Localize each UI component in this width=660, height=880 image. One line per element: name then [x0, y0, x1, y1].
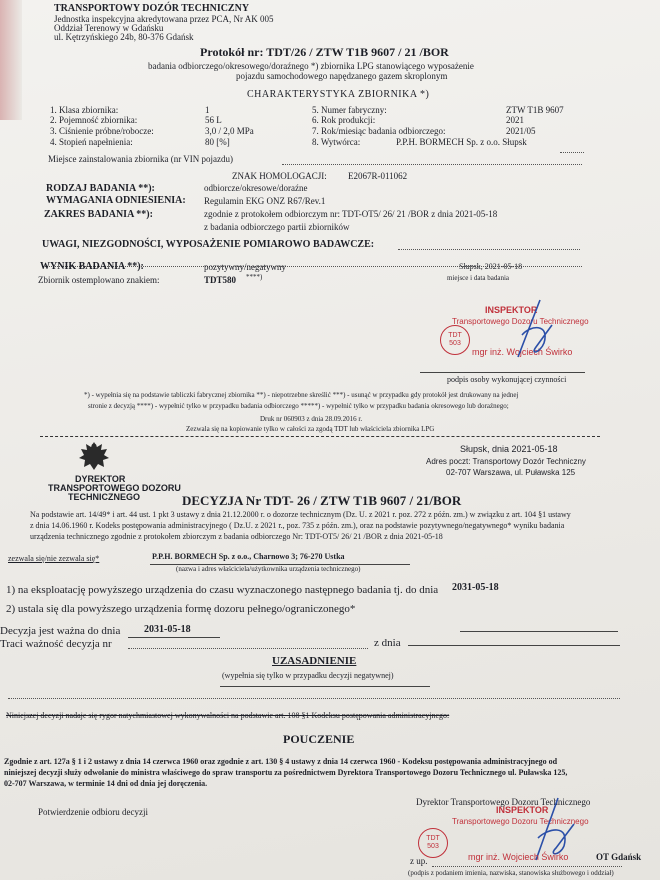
char-value: 2021: [506, 115, 524, 125]
justification-line: [220, 686, 430, 687]
valid-label: Decyzja jest ważna do dnia: [0, 625, 121, 637]
inspector-org: Transportowego Dozoru Technicznego: [452, 317, 589, 326]
inspector2-office: OT Gdańsk: [596, 852, 642, 862]
valid-line: [128, 637, 220, 638]
char-label: 3. Ciśnienie próbne/robocze:: [50, 126, 154, 136]
stamp-value: TDT580: [204, 275, 237, 285]
decision-p2: z dnia 14.06.1960 r. Kodeks postępowania administracyjnego ( Dz.U. z 2021 r., poz. 735 z późn. zm.), oraz na podstawie pozytywnego/negatywnego* wyniku badania: [30, 521, 565, 530]
dotted-line: [560, 152, 584, 153]
char-value: 1: [205, 105, 210, 115]
enforce-clause: Niniejszej decyzji nadaje się rygor natychmiastowej wykonywalności na podstawie art. 108 §1 Kodeksu postępowania administracyjnego:: [6, 711, 450, 720]
address-line1: Adres poczt: Transportowy Dozór Techniczny: [426, 457, 586, 466]
inspector2-caption: (podpis z podaniem imienia, nazwiska, stanowiska służbowego i oddział): [408, 869, 614, 877]
decision-item1: 1) na eksploatację powyższego urządzenia do czasu wyznaczonego następnego badania tj. do dnia: [6, 584, 439, 596]
address-line2: 02-707 Warszawa, ul. Puławska 125: [446, 468, 576, 477]
char-value: 2021/05: [506, 126, 536, 136]
lapse-label: Traci ważność decyzja nr: [0, 638, 112, 650]
justification-caption: (wypełnia się tylko w przypadku decyzji negatywnej): [222, 671, 394, 680]
stamp-label: Zbiornik ostemplowano znakiem:: [38, 275, 160, 285]
decision-company: P.P.H. BORMECH Sp. z o.o., Charnowo 3; 76-270 Ustka: [152, 552, 345, 561]
header-line2: Oddział Terenowy w Gdańsku: [54, 23, 164, 33]
char-label: 7. Rok/miesiąc badania odbiorczego:: [312, 126, 446, 136]
justification-dotted: [8, 698, 620, 699]
tear-line: [40, 436, 600, 437]
characteristics-title: CHARAKTERYSTYKA ZBIORNIKA *): [247, 89, 430, 100]
seal-top: TDT: [448, 332, 462, 339]
lapse-line: [128, 648, 368, 649]
inspector2-title: INSPEKTOR: [496, 805, 549, 815]
footnote-line1: *) - wypełnia się na podstawie tabliczki fabrycznej zbiornika **) - niepotrzebne skreślić ***) - usunąć w przypadku gdy protokół jest drukowany na jednej: [84, 391, 519, 399]
company-caption: (nazwa i adres właściciela/użytkownika urządzenia technicznego): [176, 565, 361, 573]
result-label: WYNIK BADANIA **):: [40, 261, 144, 272]
seal-number: 503: [449, 339, 461, 347]
remarks-label: UWAGI, NIEZGODNOŚCI, WYPOSAŻENIE POMIAROWO BADAWCZE:: [42, 239, 375, 250]
place-date: Słupsk, 2021-05-18: [459, 262, 523, 271]
instruction-title: POUCZENIE: [283, 732, 355, 746]
char-value: 80 [%]: [205, 137, 230, 147]
test-type-value: odbiorcze/okresowe/doraźne: [204, 183, 308, 193]
decision-date: Słupsk, dnia 2021-05-18: [460, 444, 558, 454]
homologation-value: E2067R-011062: [348, 171, 408, 181]
char-label: 4. Stopień napełnienia:: [50, 137, 133, 147]
instruction-p1: Zgodnie z art. 127a § 1 i 2 ustawy z dnia 14 czerwca 1960 oraz zgodnie z art. 130 § 4 ustawy z dnia 14 czerwca 1960 - Kodeksu postępowania administracyjnego od: [4, 757, 558, 766]
receipt-label: Potwierdzenie odbioru decyzji: [38, 807, 148, 817]
footnote-copy: Zezwala się na kopiowanie tylko w całości za zgodą TDT lub właściciela zbiornika LPG: [186, 425, 435, 433]
signature-scribble: [500, 295, 560, 370]
inspector2-org: Transportowego Dozoru Technicznego: [452, 817, 589, 826]
director-line1: DYREKTOR: [75, 474, 126, 484]
homologation-label: ZNAK HOMOLOGACJI:: [232, 171, 327, 181]
test-type-label: RODZAJ BADANIA **):: [46, 183, 155, 194]
char-label: 5. Numer fabryczny:: [312, 105, 387, 115]
signature-caption: podpis osoby wykonującej czynności: [447, 375, 567, 384]
remarks-line: [398, 249, 580, 250]
lapse-mid: z dnia: [374, 637, 401, 649]
signature-line: [420, 372, 585, 373]
eagle-emblem-icon: [76, 438, 112, 474]
inspector-title: INSPEKTOR: [485, 305, 538, 315]
result-value: pozytywny/negatywny: [204, 262, 286, 272]
seal-number: 503: [427, 842, 439, 850]
valid-line-right: [460, 631, 618, 632]
header-line3: ul. Kętrzyńskiego 24b, 80-376 Gdańsk: [54, 32, 194, 42]
char-value: P.P.H. BORMECH Sp. z o.o. Słupsk: [396, 137, 527, 147]
char-value: ZTW T1B 9607: [506, 105, 564, 115]
header-line1: Jednostka inspekcyjna akredytowana przez PCA, Nr AK 005: [54, 14, 274, 24]
seal-top: TDT: [426, 835, 440, 842]
location-label: Miejsce zainstalowania zbiornika (nr VIN pojazdu): [48, 154, 234, 164]
instruction-p3: 02-707 Warszawa, w terminie 14 dni od dnia jej doręczenia.: [4, 779, 208, 788]
inspector-name: mgr inż. Wojciech Świrko: [472, 347, 573, 357]
place-date-caption: miejsce i data badania: [447, 274, 509, 282]
char-label: 8. Wytwórca:: [312, 137, 361, 147]
char-label: 2. Pojemność zbiornika:: [50, 115, 138, 125]
director-line3: TECHNICZNEGO: [68, 492, 140, 502]
decision-item2: 2) ustala się dla powyższego urządzenia formę dozoru pełnego/ograniczonego*: [6, 603, 356, 615]
inspector2-name: mgr inż. Wojciech Świrko: [468, 852, 569, 862]
char-value: 56 L: [205, 115, 222, 125]
decision-p1: Na podstawie art. 14/49* i art. 44 ust. 1 pkt 3 ustawy z dnia 21.12.2000 r. o dozorze technicznym (Dz. U. z 2021 r. poz. 272 z późn. zm.) w związku z art. 104 §1 ustawy: [30, 510, 571, 519]
location-line: [282, 164, 582, 165]
header-org: TRANSPORTOWY DOZÓR TECHNICZNY: [54, 3, 250, 14]
decision-item1-date: 2031-05-18: [452, 582, 499, 593]
decision-allow: zezwala się/nie zezwala się*: [8, 554, 100, 563]
protocol-sub2: pojazdu samochodowego napędzanego gazem skroplonym: [236, 71, 448, 81]
reference-label: WYMAGANIA ODNIESIENIA:: [46, 195, 186, 206]
scope-label: ZAKRES BADANIA **):: [44, 209, 153, 220]
justification-title: UZASADNIENIE: [272, 655, 357, 667]
protocol-title: Protokół nr: TDT/26 / ZTW T1B 9607 / 21 /BOR: [200, 45, 449, 59]
stamp-stars: ****): [246, 273, 263, 281]
char-value: 3,0 / 2,0 MPa: [205, 126, 254, 136]
director-head: Dyrektor Transportowego Dozoru Technicznego: [416, 797, 591, 807]
inspector2-seal: [418, 828, 448, 858]
director-line2: TRANSPORTOWEGO DOZORU: [48, 483, 181, 493]
page-edge-shadow: [0, 0, 22, 120]
valid-date: 2031-05-18: [144, 624, 191, 635]
inspector2-up: z up.: [410, 856, 428, 866]
footnote-print: Druk nr 060903 z dnia 28.09.2016 r.: [260, 415, 363, 423]
decision-title: DECYZJA Nr TDT- 26 / ZTW T1B 9607 / 21/BOR: [182, 493, 462, 508]
scope-value1: zgodnie z protokołem odbiorczym nr: TDT-OT5/ 26/ 21 /BOR z dnia 2021-05-18: [204, 209, 498, 219]
reference-value: Regulamin EKG ONZ R67/Rev.1: [204, 196, 326, 206]
decision-p3: urządzenia technicznego zgodnie z protokołem zbiorczym z badania odbiorczego Nr: TDT-OT5/ 26/ 21 /BOR z dnia 2021-05-18: [30, 532, 443, 541]
inspector-seal: [440, 325, 470, 355]
instruction-p2: niniejszej decyzji służy odwołanie do ministra właściwego do spraw transportu za pośrednictwem Dyrektora Transportowego Dozoru Technicznego ul. Puławska 125,: [4, 768, 568, 777]
lapse-line-right: [408, 645, 620, 646]
char-label: 6. Rok produkcji:: [312, 115, 376, 125]
footnote-line2: stronie z decyzją ****) - wypełnić tylko w przypadku badania odbiorczego *****) - wypełnić tylko w przypadku badania okresowego lub doraźnego;: [88, 402, 509, 410]
protocol-sub1: badania odbiorczego/okresowego/doraźnego *) zbiornika LPG stanowiącego wyposażenie: [148, 61, 474, 71]
inspector2-line: [432, 866, 622, 867]
char-label: 1. Klasa zbiornika:: [50, 105, 119, 115]
scope-value2: z badania odbiorczego partii zbiorników: [204, 222, 350, 232]
